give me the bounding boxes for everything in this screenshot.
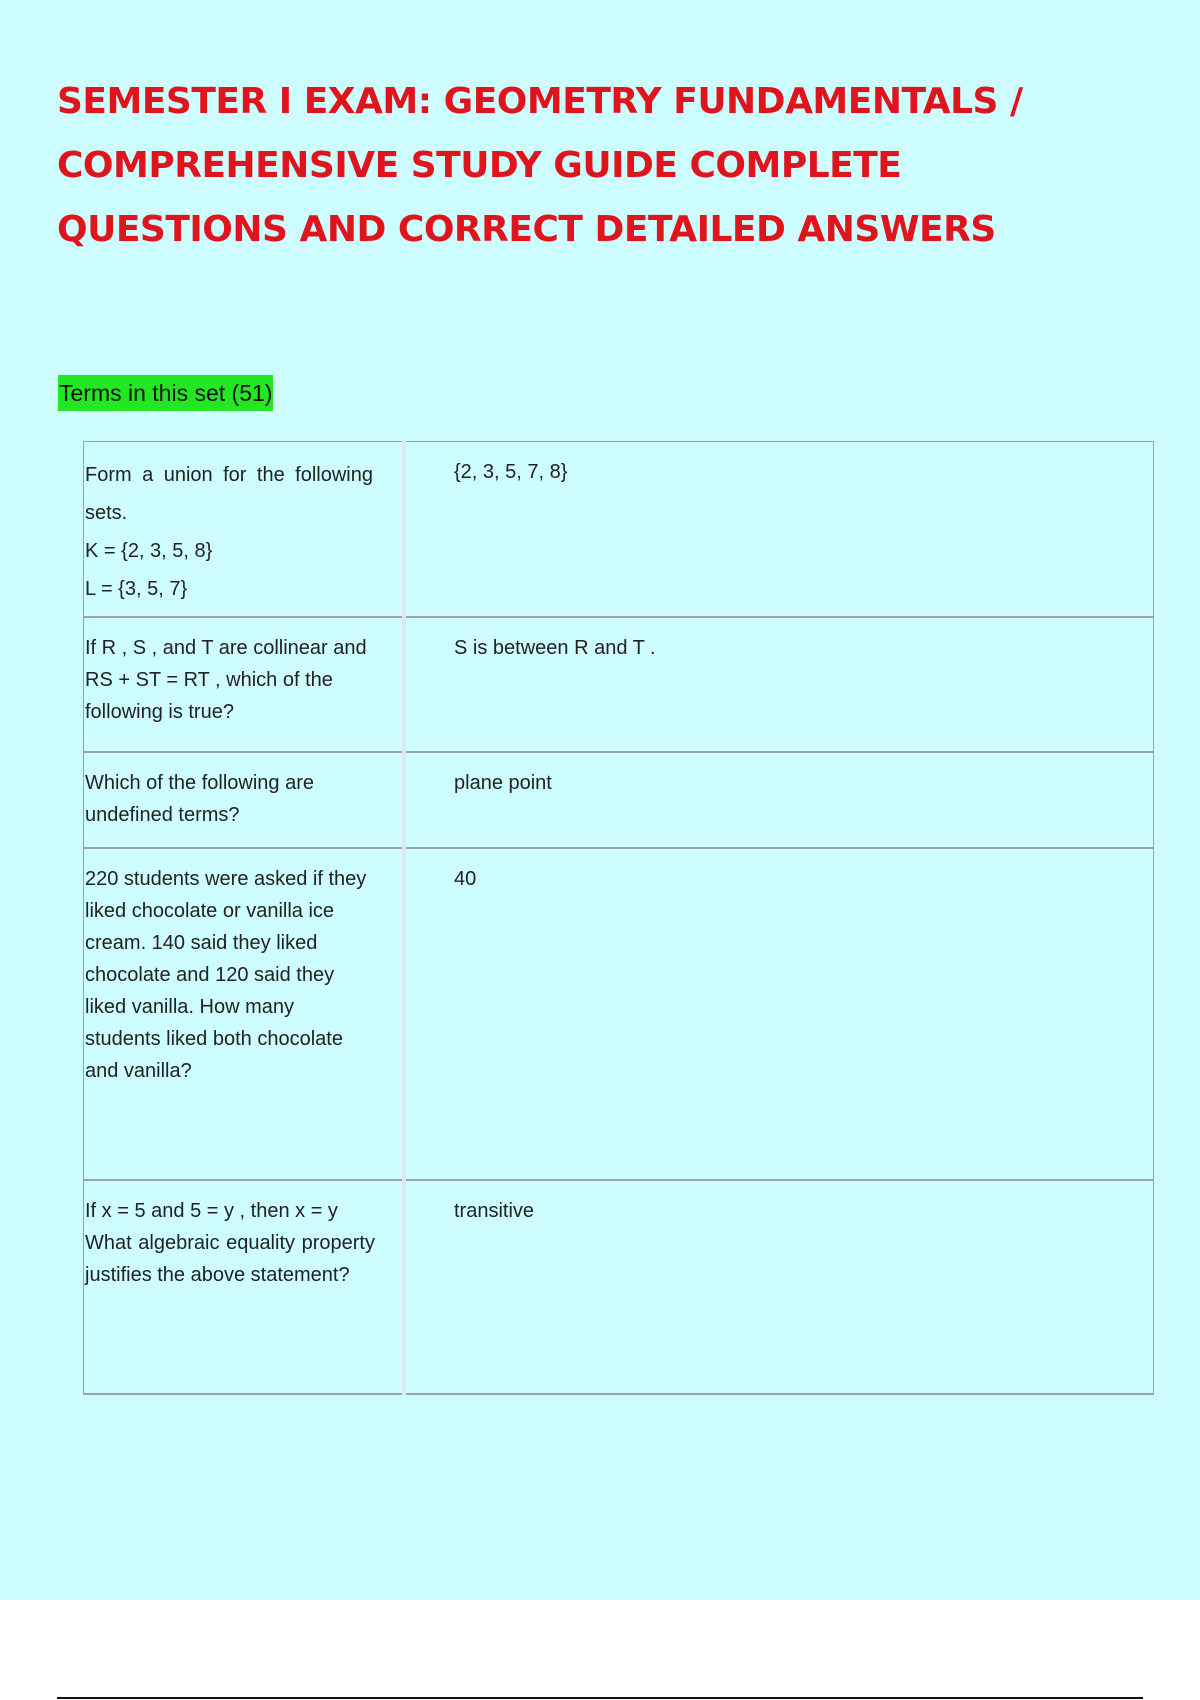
card-row [84, 848, 1154, 1180]
question-line: Which of the following are undefined terms? [85, 771, 315, 826]
answer-text: 40 [454, 867, 477, 890]
card-row [84, 752, 1154, 848]
flashcard-table [83, 441, 1154, 1395]
card-row [84, 442, 1154, 617]
question-cell [84, 752, 405, 848]
answer-text: plane point [454, 771, 552, 794]
answer-cell [404, 752, 1154, 848]
card-row [84, 617, 1154, 752]
question-line: If R , S , and T are collinear and RS + ST = RT , which of the following is true? [85, 636, 367, 723]
question-cell [84, 617, 405, 752]
answer-cell [404, 617, 1154, 752]
question-line: If x = 5 and 5 = y , then x = y [85, 1199, 338, 1222]
answer-cell [404, 848, 1154, 1180]
document-title: SEMESTER I EXAM: GEOMETRY FUNDAMENTALS / COMPREHENSIVE STUDY GUIDE COMPLETE QUESTIONS AND CORRECT DETAILED ANSWERS [57, 81, 1023, 250]
question-line: L = {3, 5, 7} [85, 578, 188, 600]
question-line: Form a union for the following sets. [85, 464, 373, 524]
question-cell [84, 442, 405, 617]
question-line: What algebraic equality property justifies the above statement? [85, 1231, 375, 1286]
answer-text: transitive [454, 1199, 535, 1222]
question-cell [84, 848, 405, 1180]
footer-divider [57, 1697, 1143, 1699]
question-line: K = {2, 3, 5, 8} [85, 540, 213, 562]
terms-count-label: Terms in this set (51) [58, 375, 273, 411]
question-cell [84, 1180, 405, 1394]
answer-cell [404, 442, 1154, 617]
answer-text: S is between R and T . [454, 636, 656, 659]
answer-text: {2, 3, 5, 7, 8} [454, 461, 568, 483]
question-line: 220 students were asked if they liked chocolate or vanilla ice cream. 140 said they liked chocolate and 120 said they liked vanilla. How many students liked both chocolate and vanilla? [85, 867, 367, 1082]
answer-cell [404, 1180, 1154, 1394]
card-row [84, 1180, 1154, 1394]
